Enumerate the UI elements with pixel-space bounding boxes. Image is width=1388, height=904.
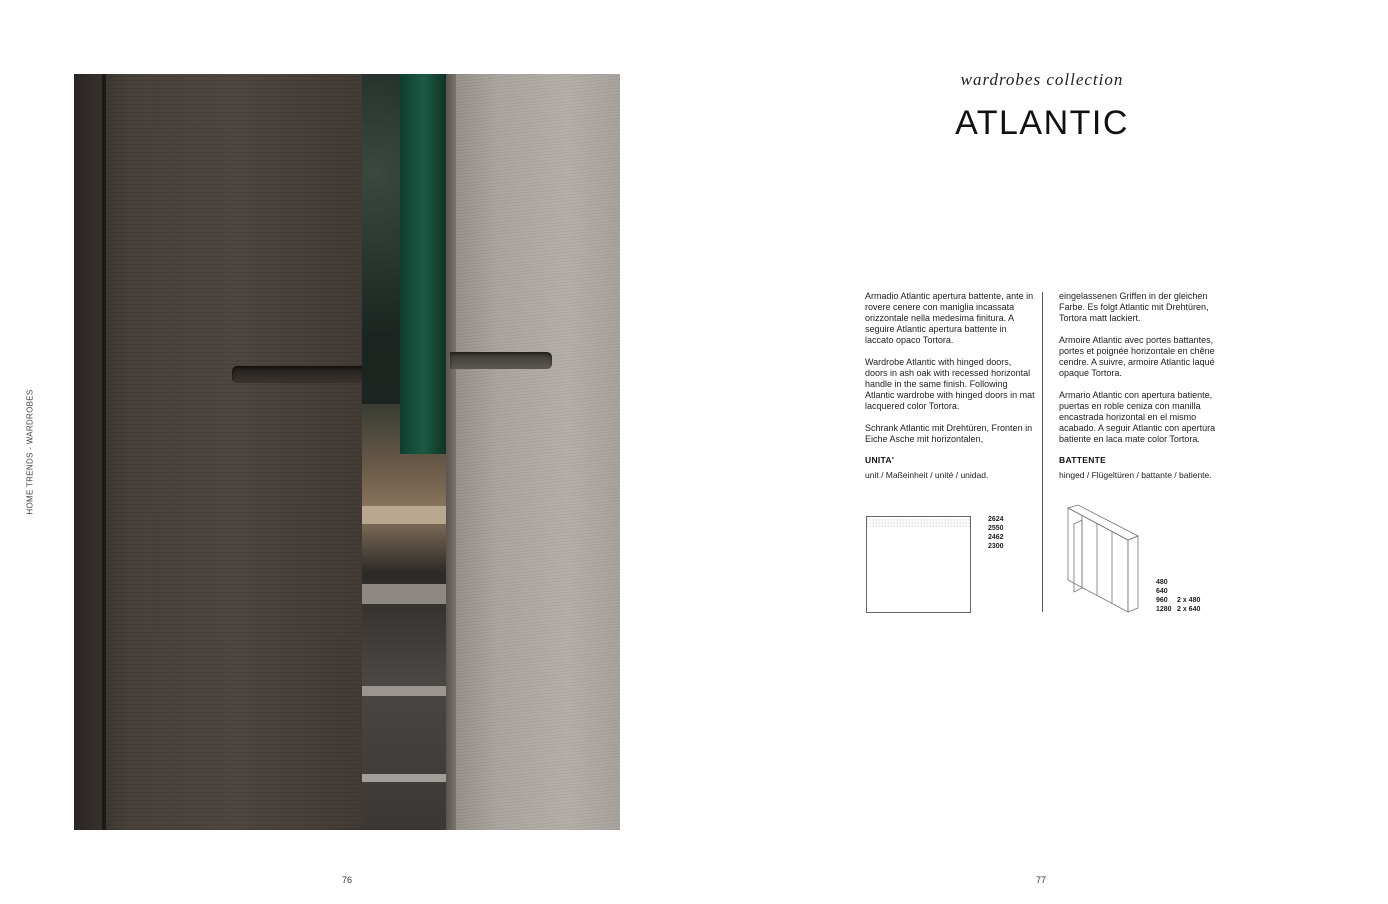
width-value: 960: [1156, 597, 1168, 604]
interior-shelf: [362, 584, 446, 604]
description-paragraph: Wardrobe Atlantic with hinged doors, doors in ash oak with recessed horizontal handle in the same finish. Following Atlantic wardrobe with hinged doors in mat lacquered color Tortora.: [865, 357, 1035, 411]
unit-heights-list: [988, 515, 1004, 551]
door-left: [74, 74, 362, 830]
unit-height-value: 2624: [988, 516, 1004, 523]
battente-subtitle: hinged / Flügeltüren / battante / batiente.: [1059, 470, 1212, 480]
unit-subtitle: unit / Maßeinheit / unité / unidad.: [865, 470, 989, 480]
width-combo: 2 x 480: [1177, 597, 1201, 604]
lace-garment: [362, 74, 400, 404]
width-value: 480: [1156, 579, 1168, 586]
page-number-left: 76: [342, 875, 353, 885]
unit-front-diagram: [864, 512, 974, 616]
battente-width-row: [1156, 605, 1200, 614]
interior-shelf: [362, 506, 446, 524]
unit-height-value: 2462: [988, 534, 1004, 541]
description-paragraph: Armario Atlantic con apertura batiente, puertas en roble ceniza con manilla encastrada horizontal en el mismo acabado. A seguir Atlantic con apertura batiente en laca mate color Tortora.: [1059, 390, 1216, 444]
door-left-frame: [74, 74, 102, 830]
side-section-label: HOME TRENDS - WARDROBES: [25, 389, 35, 515]
width-value: 640: [1156, 588, 1168, 595]
door-left-gap: [102, 74, 106, 830]
column-divider: [1042, 292, 1043, 612]
battente-width-row: [1156, 587, 1200, 596]
green-garment: [400, 74, 446, 454]
description-paragraph: Armoire Atlantic avec portes battantes, portes et poignée horizontale en chêne cendre. A suivre, armoire Atlantic laqué opaque Tortora.: [1059, 335, 1215, 378]
description-column-right: [1059, 291, 1229, 456]
battente-widths-table: [1156, 578, 1200, 614]
description-paragraph: eingelassenen Griffen in der gleichen Farbe. Es folgt Atlantic mit Drehtüren, Tortora matt lackiert.: [1059, 291, 1209, 323]
unit-title: UNITA': [865, 455, 895, 465]
description-column-left: [865, 291, 1035, 456]
interior-drawer: [362, 686, 446, 696]
page-number-right: 77: [1036, 875, 1047, 885]
collection-subtitle: wardrobes collection: [960, 70, 1124, 89]
unit-height-value: 2300: [988, 543, 1004, 550]
unit-height-value: 2550: [988, 525, 1004, 532]
door-right: [446, 74, 620, 830]
description-paragraph: Schrank Atlantic mit Drehtüren, Fronten in Eiche Asche mit horizontalen,: [865, 423, 1033, 444]
door-right-edge: [446, 74, 456, 830]
description-paragraph: Armadio Atlantic apertura battente, ante in rovere cenere con maniglia incassata orizzontale nella medesima finitura. A seguire Atlantic apertura battente in laccato opaco Tortora.: [865, 291, 1034, 345]
width-value: 1280: [1156, 606, 1172, 613]
width-combo: 2 x 640: [1177, 606, 1201, 613]
door-left-handle: [232, 366, 364, 383]
battente-title: BATTENTE: [1059, 455, 1107, 465]
product-title: ATLANTIC: [955, 104, 1129, 142]
interior-drawer: [362, 774, 446, 782]
wardrobe-photo: [74, 74, 620, 830]
battente-width-row: [1156, 596, 1200, 605]
hinged-wardrobe-isometric-diagram: [1064, 504, 1142, 614]
battente-width-row: [1156, 578, 1200, 587]
door-right-handle: [450, 352, 552, 369]
